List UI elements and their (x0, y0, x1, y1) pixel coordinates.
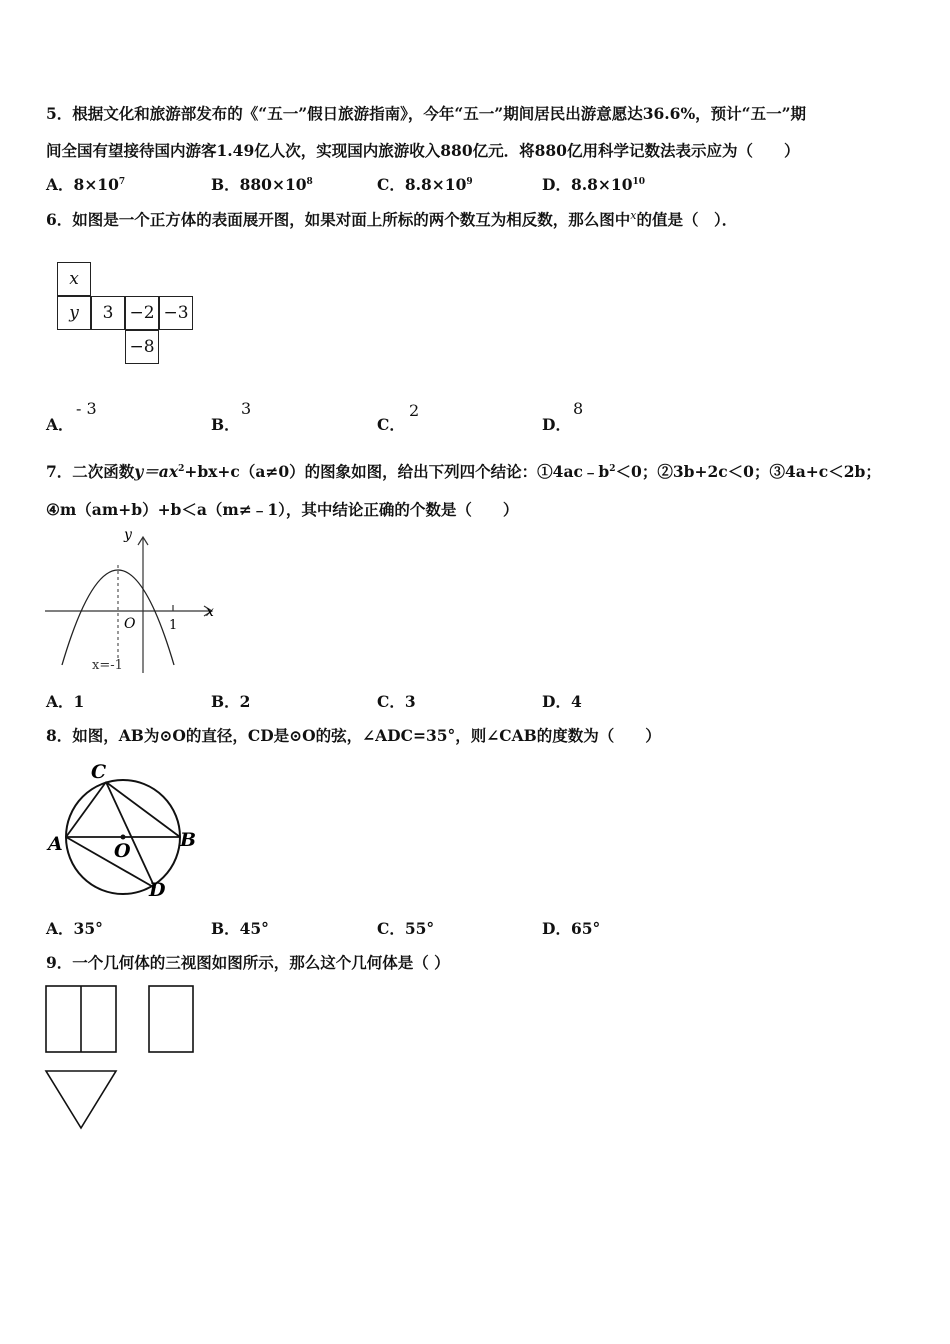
q7-stem-line2: ④m（am+b）+b＜a（m≠﹣1），其中结论正确的个数是（ ） (46, 500, 519, 519)
net-cell-neg3: −3 (159, 296, 193, 330)
chord-cd (106, 782, 155, 888)
q7-option-a: A．1 (46, 692, 85, 711)
net-cell-3: 3 (91, 296, 125, 330)
side-view (149, 986, 193, 1052)
top-view-triangle (46, 1071, 116, 1128)
q7-parabola-graph (40, 525, 220, 675)
graph-label-origin: O (124, 616, 136, 632)
q8-circle-figure (40, 760, 200, 900)
label-d: D (149, 879, 166, 901)
q6-option-c: C． 2 (377, 401, 420, 434)
q6-option-b: B． 3 (211, 399, 252, 434)
net-cell-neg2: −2 (125, 296, 159, 330)
label-b: B (180, 829, 197, 851)
net-cell-neg8: −8 (125, 330, 159, 364)
q8-option-a: A．35° (46, 919, 103, 938)
q6-option-d: D． 8 (542, 399, 584, 434)
label-o: O (114, 840, 131, 862)
center-point (121, 835, 126, 840)
q8-stem: 8．如图，AB为⊙O的直径，CD是⊙O的弦，∠ADC=35°，则∠CAB的度数为（ ） (46, 726, 661, 745)
q9-stem: 9．一个几何体的三视图如图所示，那么这个几何体是（ ） (46, 953, 450, 972)
q7-option-b: B．2 (211, 692, 251, 711)
net-cell-x: x (57, 262, 91, 296)
q6-stem: 6．如图是一个正方体的表面展开图，如果对面上所标的两个数互为相反数，那么图中$^x$的值是（ ）． (46, 208, 738, 229)
graph-label-y: y (124, 527, 132, 543)
graph-label-x: x (206, 604, 214, 620)
q5-option-c: C．$8.8\times 10^9$ (377, 175, 473, 194)
q8-option-b: B．45° (211, 919, 269, 938)
net-cell-y: y (57, 296, 91, 330)
q9-three-views (44, 982, 214, 1132)
chord-ad (66, 837, 155, 888)
graph-label-axis: x=-1 (92, 658, 123, 673)
q5-option-b: B．$880\times 10^8$ (211, 175, 313, 194)
q5-stem-line1: 5．根据文化和旅游部发布的《“五一”假日旅游指南》，今年“五一”期间居民出游意愿达36.6%，预计“五一”期 (46, 104, 807, 123)
chord-cb (106, 782, 180, 837)
label-a: A (48, 833, 63, 855)
q5-stem-line2: 间全国有望接待国内游客1.49亿人次，实现国内旅游收入880亿元．将880亿用科学记数法表示应为（ ） (46, 141, 800, 160)
q7-option-c: C．3 (377, 692, 416, 711)
q5-option-d: D．$8.8\times 10^{10}$ (542, 175, 646, 194)
q7-option-d: D．4 (542, 692, 582, 711)
q6-option-a: A． - 3 (46, 399, 97, 434)
label-c: C (91, 761, 107, 783)
q7-stem-line1: 7．二次函数$y=ax^2+bx+c(a\ne 0)$的图象如图，给出下列四个结论：$①4ac﹣b^2<0$；②3b+2c＜0；③4a+c＜2b； (46, 462, 881, 481)
q5-option-a: A．$8\times 10^7$ (46, 175, 126, 194)
graph-label-1: 1 (169, 618, 178, 633)
q8-option-d: D．65° (542, 919, 601, 938)
q8-option-c: C．55° (377, 919, 435, 938)
